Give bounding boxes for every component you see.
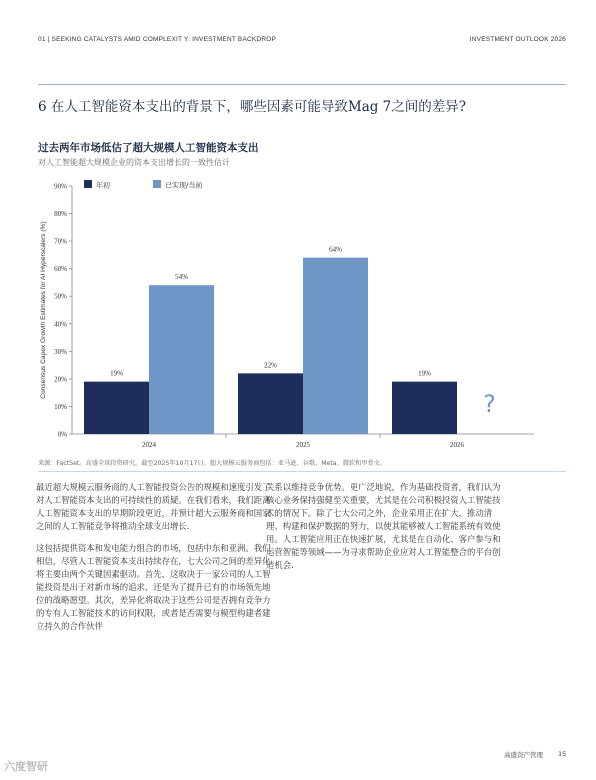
body-column-right (266, 481, 506, 581)
body-paragraph: 最近超大规模云服务商的人工智能投资公告的规模和速度引发了对人工智能资本支出的可持续性的质疑。在我们看来，我们距离人工智能资本支出的早期阶段更近，并预计超大云服务商和国家之间的人工智能竞争将推动全球支出增长. (36, 482, 271, 531)
header-divider (38, 84, 566, 85)
y-tick-label: 40% (54, 320, 67, 329)
watermark-logo: 六度智研 (4, 760, 48, 773)
y-tick-label: 0% (57, 430, 67, 439)
footer-brand: 高盛资产管理 (504, 751, 543, 759)
page-number: 15 (558, 750, 567, 758)
y-tick-label: 80% (54, 210, 67, 219)
y-tick-label: 20% (54, 375, 67, 384)
y-tick-label: 50% (54, 292, 67, 301)
bar-value-label: 22% (264, 361, 277, 370)
y-tick-label: 70% (54, 237, 67, 246)
legend-label: 年初 (96, 181, 110, 190)
bar-2025-series2 (303, 258, 368, 434)
x-tick-label: 2025 (296, 441, 310, 449)
y-tick-label: 90% (54, 182, 67, 191)
bar-2024-series1 (84, 382, 149, 434)
unknown-estimate-question-mark: ? (483, 389, 496, 418)
bar-2024-series2 (149, 285, 214, 434)
bar-value-label: 64% (329, 245, 342, 254)
bar-value-label: 19% (110, 369, 123, 378)
capex-bar-chart (30, 172, 566, 456)
section-title: 6 在人工智能资本支出的背景下，哪些因素可能导致Mag 7之间的差异? (38, 99, 467, 115)
chart-subtitle: 对人工智能超大规模企业的资本支出增长的一致性估计 (38, 158, 230, 167)
legend-swatch (153, 180, 161, 188)
body-paragraph: 这包括提供资本和发电能力组合的市场，包括中东和亚洲。我们相信，尽管人工智能资本支出持续存在，七大公司之间的差异化将主要由两个关键因素驱动。首先，这取决于一家公司的人工智能投资是出于对新市场的追求，还是为了提升已有的市场领先地位的战略愿望。其次，差异化将取决于这些公司是否拥有竞争力的专有人工智能技术的访问权限，或者是否需要与模型构建者建立持久的合作伙伴 (36, 543, 271, 631)
bar-value-label: 19% (418, 369, 431, 378)
bar-value-label: 54% (175, 273, 188, 282)
legend-swatch (84, 180, 92, 188)
y-tick-label: 60% (54, 265, 67, 274)
source-divider (38, 471, 566, 472)
x-tick-label: 2024 (142, 441, 156, 449)
x-tick-label: 2026 (450, 441, 464, 449)
body-column-left (36, 481, 272, 642)
bar-2025-series1 (238, 373, 303, 434)
chart-source-note: 来源：FactSet。高盛全球投资研究。截至2025年10月17日。超大规模云服务商包括：亚马逊、谷歌、Meta、微软和甲骨文。 (38, 460, 387, 467)
bar-2026-series1 (392, 382, 457, 434)
header-publication: INVESTMENT OUTLOOK 2026 (469, 36, 566, 43)
header-breadcrumb: 01 | SEEKING CATALYSTS AMID COMPLEXIT Y: INVESTMENT BACKDROP (38, 36, 276, 43)
y-axis-title: Consensus Capex Growth Estimates for AI Hyperscalers (%) (40, 221, 47, 399)
y-tick-label: 10% (54, 402, 67, 411)
y-tick-label: 30% (54, 347, 67, 356)
chart-title: 过去两年市场低估了超大规模人工智能资本支出 (38, 142, 259, 154)
body-paragraph: 关系以维持竞争优势。更广泛地说，作为基础投资者，我们认为核心业务保持强健至关重要，尤其是在公司积极投资人工智能技术的情况下。除了七大公司之外，企业采用正在扩大，推动清理、构建和保护数据的努力，以使其能够被人工智能系统有效使用。人工智能应用正在快速扩展，尤其是在自动化、客户参与和运营智能等领域——为寻求帮助企业应对人工智能整合的平台创造机会. (266, 482, 501, 570)
legend-label: 已实现/当前 (165, 181, 203, 190)
